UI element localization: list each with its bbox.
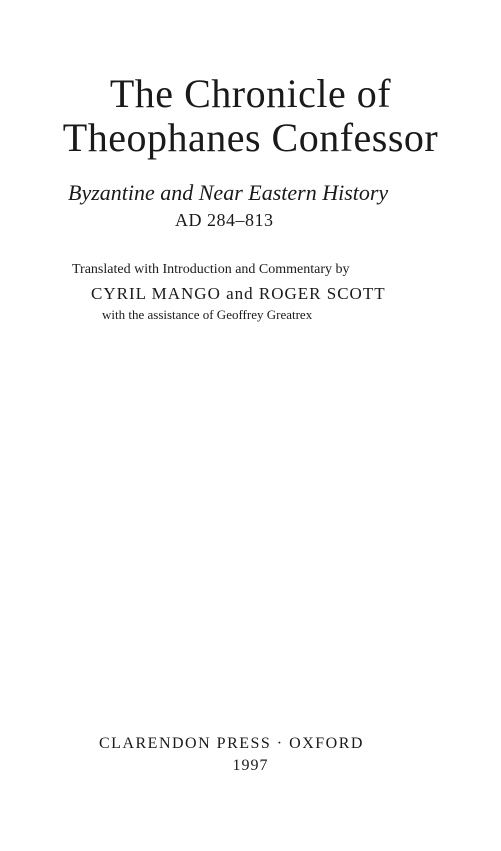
date-range: AD 284–813: [175, 210, 274, 230]
translated-by-line: Translated with Introduction and Commentary by: [72, 262, 350, 277]
authors: CYRIL MANGO and ROGER SCOTT: [91, 284, 386, 303]
title-line-1: The Chronicle of: [109, 71, 392, 116]
assistance-line: with the assistance of Geoffrey Greatrex: [102, 307, 313, 322]
publication-year: 1997: [232, 757, 269, 774]
publisher: CLARENDON PRESS · OXFORD: [99, 735, 364, 752]
title-line-2: Theophanes Confessor: [62, 115, 439, 160]
subtitle: Byzantine and Near Eastern History: [68, 180, 389, 205]
